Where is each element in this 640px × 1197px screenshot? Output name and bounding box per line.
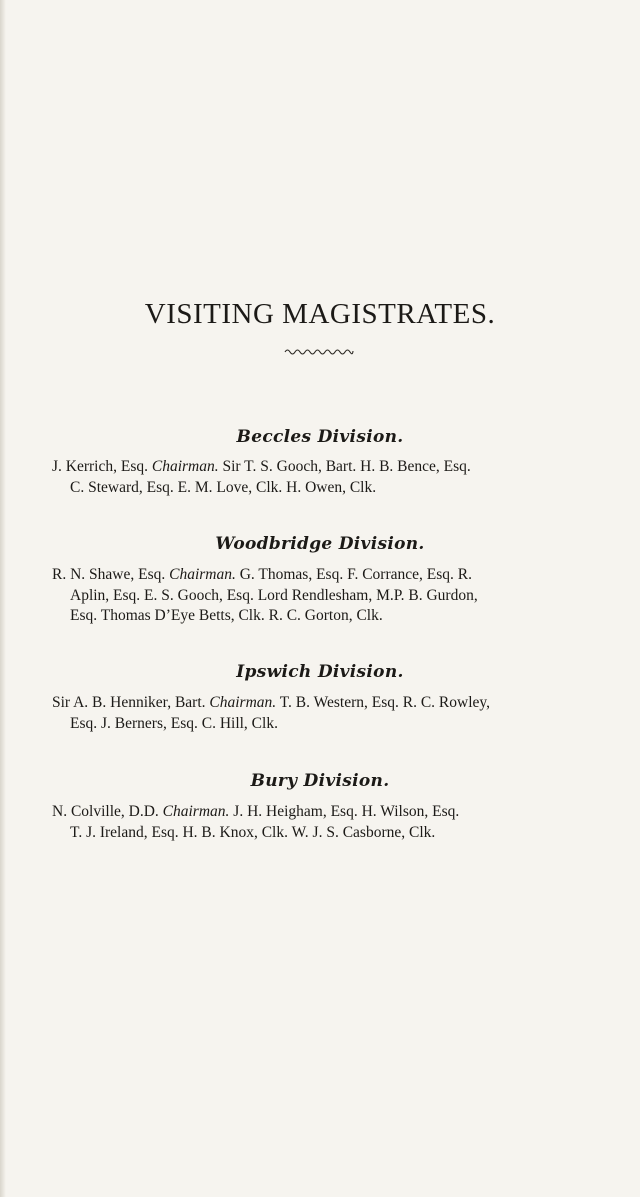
member-line: J. Kerrich, Esq. Chairman. Sir T. S. Gooch, Bart. H. B. Bence, Esq. <box>52 458 471 475</box>
division-heading-woodbridge: Woodbridge Division. <box>215 534 425 554</box>
division-members-beccles <box>52 457 592 498</box>
member-line: Sir A. B. Henniker, Bart. Chairman. T. B. Western, Esq. R. C. Rowley, <box>52 694 491 711</box>
page-title: VISITING MAGISTRATES. <box>144 298 496 330</box>
division-heading-ipswich: Ipswich Division. <box>236 662 404 682</box>
member-line: Esq. Thomas D’Eye Betts, Clk. R. C. Gorton, Clk. <box>70 607 383 624</box>
member-line: R. N. Shawe, Esq. Chairman. G. Thomas, Esq. F. Corrance, Esq. R. <box>52 566 472 583</box>
division-heading-beccles: Beccles Division. <box>236 427 404 447</box>
division-heading-bury: Bury Division. <box>250 771 390 791</box>
member-line: N. Colville, D.D. Chairman. J. H. Heigham, Esq. H. Wilson, Esq. <box>52 803 460 820</box>
page-edge-shadow <box>0 0 6 1197</box>
wavy-rule-ornament <box>284 348 354 356</box>
division-members-woodbridge <box>52 565 592 627</box>
member-line: Aplin, Esq. E. S. Gooch, Esq. Lord Rendlesham, M.P. B. Gurdon, <box>70 586 478 604</box>
division-members-bury <box>52 802 592 843</box>
member-line: Esq. J. Berners, Esq. C. Hill, Clk. <box>70 714 278 732</box>
member-line: T. J. Ireland, Esq. H. B. Knox, Clk. W. J. S. Casborne, Clk. <box>70 823 436 841</box>
division-members-ipswich <box>52 693 592 734</box>
member-line: C. Steward, Esq. E. M. Love, Clk. H. Owen, Clk. <box>70 478 377 496</box>
